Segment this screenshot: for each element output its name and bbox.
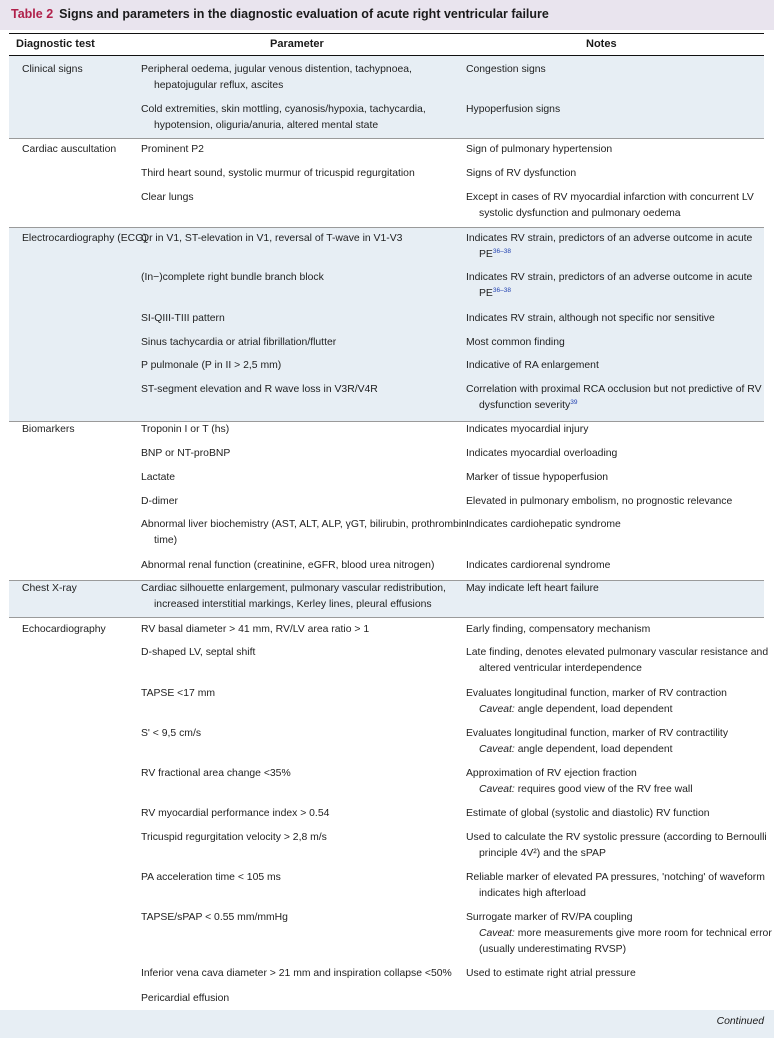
parameter-cell: TAPSE/sPAP < 0.55 mm/mmHg [141, 912, 288, 923]
header-parameter: Parameter [270, 38, 324, 50]
section-separator [9, 617, 764, 618]
parameter-cell: Abnormal liver biochemistry (AST, ALT, ALP, γGT, bilirubin, prothrombin time) [141, 519, 467, 546]
note-text: Indicative of RA enlargement [466, 360, 599, 371]
note-cell [466, 335, 774, 351]
note-cell [466, 766, 774, 798]
diagnostic-test: Biomarkers [22, 424, 75, 435]
parameter-cell: D-dimer [141, 496, 178, 507]
note-cell [466, 142, 774, 158]
note-text: May indicate left heart failure [466, 583, 599, 594]
note-cell [466, 645, 774, 677]
parameter-cell: Pericardial effusion [141, 993, 230, 1004]
parameter-cell: Peripheral oedema, jugular venous distention, tachypnoea, hepatojugular reflux, ascites [141, 64, 412, 91]
parameter-cell: Tricuspid regurgitation velocity > 2,8 m/s [141, 832, 327, 843]
note-cell [466, 966, 774, 982]
parameter-cell: Inferior vena cava diameter > 21 mm and inspiration collapse <50% [141, 968, 452, 979]
note-cell [466, 806, 774, 822]
note-text: Reliable marker of elevated PA pressures, 'notching' of waveform indicates high afterload [466, 872, 765, 899]
note-cell [466, 830, 774, 862]
note-cell [466, 517, 774, 533]
parameter-cell: Lactate [141, 472, 176, 483]
note-text: Correlation with proximal RCA occlusion but not predictive of RV dysfunction severity [466, 384, 762, 411]
note-cell [466, 311, 774, 327]
note-text: Used to calculate the RV systolic pressure (according to Bernoulli principle 4V²) and the sPAP [466, 832, 767, 859]
note-text: Used to estimate right atrial pressure [466, 968, 636, 979]
note-cell [466, 382, 774, 414]
caveat-text: more measurements give more room for technical error (usually underestimating RVSP) [479, 928, 772, 955]
note-text: Sign of pulmonary hypertension [466, 144, 613, 155]
header-diagnostic-test: Diagnostic test [16, 38, 95, 50]
parameter-cell: RV basal diameter > 41 mm, RV/LV area ratio > 1 [141, 624, 370, 635]
reference-superscript: 39 [570, 399, 578, 406]
parameter-cell: BNP or NT-proBNP [141, 448, 231, 459]
parameter-cell: Cardiac silhouette enlargement, pulmonary vascular redistribution, increased interstitial markings, Kerley lines, pleural effusions [141, 583, 446, 610]
note-cell [466, 231, 774, 263]
note-text: Evaluates longitudinal function, marker of RV contractility [466, 728, 729, 739]
parameter-cell: Troponin I or T (hs) [141, 424, 230, 435]
parameter-cell: Cold extremities, skin mottling, cyanosis/hypoxia, tachycardia, hypotension, oliguria/anuria, altered mental state [141, 104, 426, 131]
note-cell [466, 190, 774, 222]
caveat-label: Caveat: [479, 704, 515, 715]
note-cell [466, 446, 774, 462]
caveat-text: angle dependent, load dependent [517, 744, 673, 755]
continued-label: Continued [716, 1016, 764, 1027]
parameter-cell: Prominent P2 [141, 144, 204, 155]
note-cell [466, 62, 774, 78]
parameter-cell: P pulmonale (P in II > 2,5 mm) [141, 360, 282, 371]
parameter-cell: Third heart sound, systolic murmur of tricuspid regurgitation [141, 168, 415, 179]
note-text: Indicates RV strain, predictors of an adverse outcome in acute PE [466, 233, 753, 260]
caveat-text: angle dependent, load dependent [517, 704, 673, 715]
parameter-cell: TAPSE <17 mm [141, 688, 216, 699]
note-text: Indicates RV strain, although not specific nor sensitive [466, 313, 715, 324]
parameter-cell: SI-QIII-TIII pattern [141, 313, 225, 324]
header-notes: Notes [586, 38, 617, 50]
note-cell [466, 102, 774, 118]
note-cell [466, 870, 774, 902]
parameter-cell: D-shaped LV, septal shift [141, 647, 256, 658]
table-title [11, 7, 549, 21]
table-label: Table 2 [11, 7, 54, 21]
diagnostic-test: Echocardiography [22, 624, 106, 635]
note-cell [466, 270, 774, 302]
note-text: Except in cases of RV myocardial infarction with concurrent LV systolic dysfunction and pulmonary oedema [466, 192, 754, 219]
note-cell [466, 470, 774, 486]
note-text: Late finding, denotes elevated pulmonary vascular resistance and altered ventricular interdependence [466, 647, 769, 674]
note-text: Indicates RV strain, predictors of an adverse outcome in acute PE [466, 272, 753, 299]
section-separator [9, 227, 764, 228]
note-text: Surrogate marker of RV/PA coupling [466, 912, 633, 923]
table-caption: Signs and parameters in the diagnostic evaluation of acute right ventricular failure [59, 7, 549, 21]
note-text: Indicates myocardial overloading [466, 448, 618, 459]
section-separator [9, 138, 764, 139]
note-text: Evaluates longitudinal function, marker of RV contraction [466, 688, 727, 699]
diagnostic-test: Chest X-ray [22, 583, 77, 594]
caveat-label: Caveat: [479, 928, 515, 939]
note-cell [466, 422, 774, 438]
top-rule [9, 33, 764, 34]
parameter-cell: Qr in V1, ST-elevation in V1, reversal of T-wave in V1-V3 [141, 233, 403, 244]
note-cell [466, 726, 774, 758]
parameter-cell: PA acceleration time < 105 ms [141, 872, 281, 883]
parameter-cell: ST-segment elevation and R wave loss in V3R/V4R [141, 384, 378, 395]
footer-band [0, 1010, 774, 1038]
note-text: Elevated in pulmonary embolism, no prognostic relevance [466, 496, 733, 507]
reference-superscript: 36–38 [492, 287, 511, 294]
parameter-cell: S' < 9,5 cm/s [141, 728, 202, 739]
note-cell [466, 358, 774, 374]
caveat-label: Caveat: [479, 744, 515, 755]
caveat-text: requires good view of the RV free wall [517, 784, 693, 795]
note-text: Early finding, compensatory mechanism [466, 624, 651, 635]
diagnostic-test: Electrocardiography (ECG) [22, 233, 147, 244]
note-cell [466, 558, 774, 574]
diagnostic-test: Clinical signs [22, 64, 83, 75]
note-text: Indicates myocardial injury [466, 424, 589, 435]
note-cell [466, 581, 774, 597]
note-text: Estimate of global (systolic and diastolic) RV function [466, 808, 710, 819]
note-text: Approximation of RV ejection fraction [466, 768, 637, 779]
parameter-cell: Clear lungs [141, 192, 194, 203]
note-text: Hypoperfusion signs [466, 104, 561, 115]
note-text: Indicates cardiohepatic syndrome [466, 519, 621, 530]
parameter-cell: (In−)complete right bundle branch block [141, 272, 324, 283]
caveat-label: Caveat: [479, 784, 515, 795]
reference-superscript: 36–38 [492, 248, 511, 255]
note-cell [466, 686, 774, 718]
note-text: Congestion signs [466, 64, 546, 75]
note-cell [466, 494, 774, 510]
note-text: Marker of tissue hypoperfusion [466, 472, 609, 483]
note-text: Indicates cardiorenal syndrome [466, 560, 611, 571]
note-text: Signs of RV dysfunction [466, 168, 577, 179]
note-text: Most common finding [466, 337, 565, 348]
parameter-cell: RV myocardial performance index > 0.54 [141, 808, 330, 819]
note-cell [466, 166, 774, 182]
note-cell [466, 622, 774, 638]
note-cell [466, 910, 774, 958]
parameter-cell: Abnormal renal function (creatinine, eGFR, blood urea nitrogen) [141, 560, 435, 571]
parameter-cell: Sinus tachycardia or atrial fibrillation/flutter [141, 337, 337, 348]
diagnostic-test: Cardiac auscultation [22, 144, 117, 155]
parameter-cell: RV fractional area change <35% [141, 768, 291, 779]
